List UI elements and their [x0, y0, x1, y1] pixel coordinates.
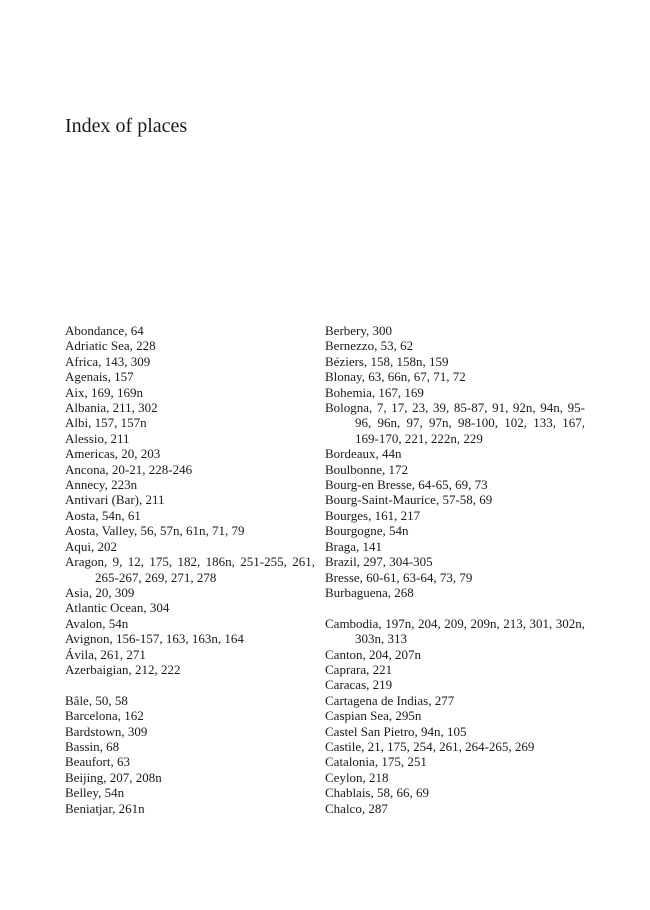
index-entry: Avalon, 54n [65, 615, 129, 631]
index-entry: Caspian Sea, 295n [325, 708, 422, 724]
index-entry: Aosta, Valley, 56, 57n, 61n, 71, 79 [65, 523, 245, 539]
index-entry: Atlantic Ocean, 304 [65, 600, 170, 616]
index-group-c [325, 616, 585, 816]
index-entry: Aosta, 54n, 61 [65, 507, 141, 523]
index-entry: Castel San Pietro, 94n, 105 [325, 723, 467, 739]
index-entry: Aix, 169, 169n [65, 384, 143, 400]
index-entry: Brazil, 297, 304-305 [325, 554, 433, 570]
index-entry: Burbaguena, 268 [325, 584, 414, 600]
index-entry: Africa, 143, 309 [65, 353, 151, 369]
index-entry: Castile, 21, 175, 254, 261, 264-265, 269 [325, 738, 535, 754]
group-spacer [325, 600, 585, 615]
index-entry: Albi, 157, 157n [65, 415, 147, 431]
index-entry: Cambodia, 197n, 204, 209, 209n, 213, 301, 302n, 303n, 313 [325, 615, 585, 647]
index-entry: Ávila, 261, 271 [65, 646, 146, 662]
index-entry: Antivari (Bar), 211 [65, 492, 165, 508]
index-column-left [65, 323, 315, 816]
index-entry: Albania, 211, 302 [65, 400, 158, 416]
index-entry: Aragon, 9, 12, 175, 182, 186n, 251-255, 261, 265-267, 269, 271, 278 [65, 554, 315, 585]
index-entry: Bâle, 50, 58 [65, 692, 128, 708]
index-entry: Boulbonne, 172 [325, 461, 409, 477]
index-entry: Cartagena de Indias, 277 [325, 692, 455, 708]
index-entry: Agenais, 157 [65, 369, 134, 385]
index-entry: Bourg-en Bresse, 64-65, 69, 73 [325, 477, 488, 493]
index-entry: Belley, 54n [65, 785, 125, 801]
index-entry: Ceylon, 218 [325, 769, 389, 785]
index-entry: Bresse, 60-61, 63-64, 73, 79 [325, 569, 473, 585]
index-entry: Annecy, 223n [65, 477, 138, 493]
index-entry: Beniatjar, 261n [65, 800, 145, 816]
index-entry: Adriatic Sea, 228 [65, 338, 156, 354]
index-entry: Catalonia, 175, 251 [325, 754, 427, 770]
index-entry: Ancona, 20-21, 228-246 [65, 461, 193, 477]
index-entry: Chalco, 287 [325, 800, 388, 816]
index-group-a [65, 323, 315, 677]
index-entry: Caracas, 219 [325, 677, 393, 693]
index-entry: Bernezzo, 53, 62 [325, 338, 414, 354]
index-entry: Béziers, 158, 158n, 159 [325, 353, 449, 369]
index-entry: Chablais, 58, 66, 69 [325, 785, 429, 801]
index-entry: Bassin, 68 [65, 738, 120, 754]
index-entry: Barcelona, 162 [65, 708, 144, 724]
index-entry: Bohemia, 167, 169 [325, 384, 424, 400]
index-entry: Beaufort, 63 [65, 754, 130, 770]
index-entry: Alessio, 211 [65, 430, 130, 446]
index-entry: Canton, 204, 207n [325, 646, 422, 662]
index-entry: Americas, 20, 203 [65, 446, 161, 462]
index-entry: Caprara, 221 [325, 661, 393, 677]
index-entry: Avignon, 156-157, 163, 163n, 164 [65, 631, 244, 647]
index-entry: Bourges, 161, 217 [325, 507, 421, 523]
index-entry: Bourgogne, 54n [325, 523, 409, 539]
index-entry: Bardstown, 309 [65, 723, 148, 739]
index-entry: Azerbaigian, 212, 222 [65, 661, 181, 677]
index-entry: Bordeaux, 44n [325, 446, 402, 462]
group-spacer [65, 677, 315, 692]
index-entry: Beijing, 207, 208n [65, 769, 162, 785]
index-entry: Abondance, 64 [65, 323, 144, 338]
index-entry: Braga, 141 [325, 538, 383, 554]
index-entry: Aqui, 202 [65, 538, 117, 554]
index-entry: Bourg-Saint-Maurice, 57-58, 69 [325, 492, 493, 508]
index-entry: Bologna, 7, 17, 23, 39, 85-87, 91, 92n, 94n, 95-96, 96n, 97, 97n, 98-100, 102, 133, 167, 169-170, 221, 222n, 229 [325, 400, 585, 446]
index-entry: Blonay, 63, 66n, 67, 71, 72 [325, 369, 466, 385]
index-entry: Asia, 20, 309 [65, 584, 135, 600]
index-column-right [325, 323, 585, 816]
index-group-b [65, 693, 315, 816]
index-entry: Berbery, 300 [325, 323, 393, 338]
index-group-b-continued [325, 323, 585, 600]
page-title: Index of places [65, 115, 188, 137]
